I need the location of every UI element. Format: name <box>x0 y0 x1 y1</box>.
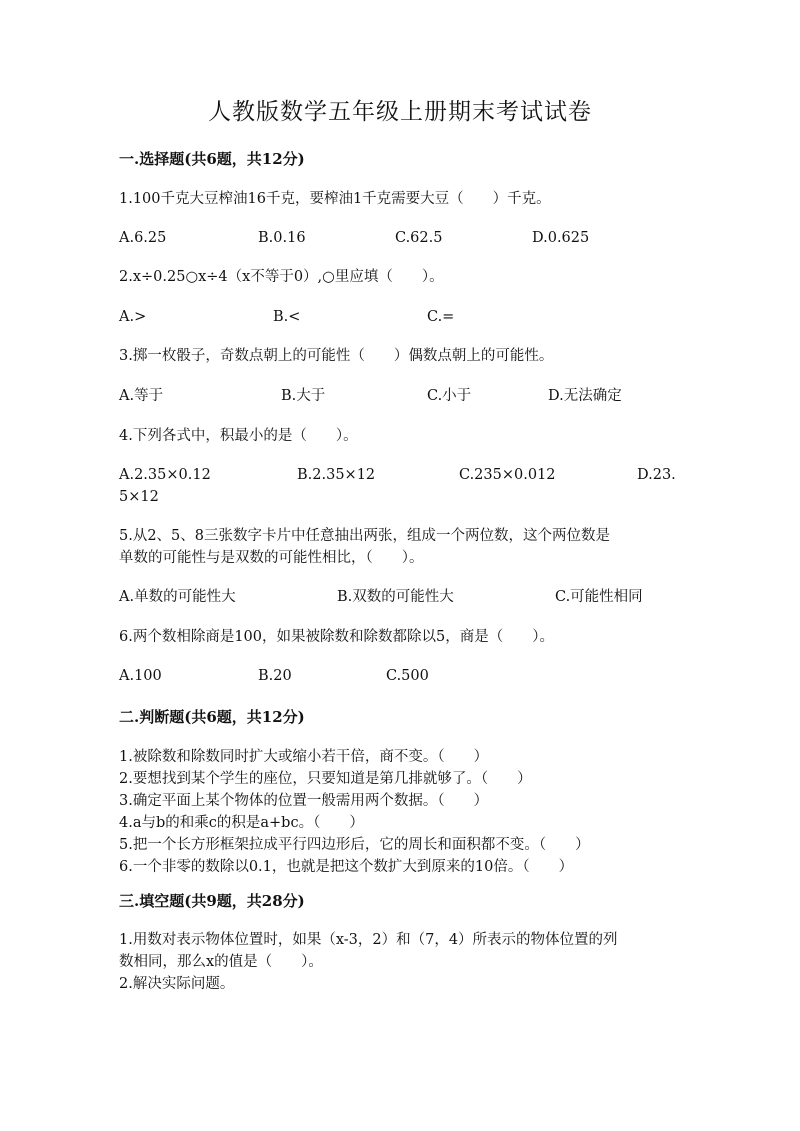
question-1-3: 3.掷一枚骰子，奇数点朝上的可能性（ ）偶数点朝上的可能性。 <box>119 348 554 364</box>
option-1-6-c: C.500 <box>386 668 429 684</box>
option-1-6-b: B.20 <box>258 668 292 684</box>
option-1-2-a: A.> <box>119 309 147 325</box>
option-1-2-b: B.< <box>273 309 301 325</box>
section-heading-true-false: 二.判断题(共6题，共12分) <box>119 708 305 726</box>
option-1-4-d: D.23. <box>637 467 676 483</box>
judge-item-2: 2.要想找到某个学生的座位，只要知道是第几排就够了。（ ） <box>119 771 532 787</box>
question-1-4: 4.下列各式中，积最小的是（ ）。 <box>119 428 358 444</box>
option-1-2-c: C.= <box>427 309 455 325</box>
section-heading-fill-blank: 三.填空题(共9题，共28分) <box>119 892 305 910</box>
option-1-1-b: B.0.16 <box>258 230 306 246</box>
question-1-6: 6.两个数相除商是100，如果被除数和除数都除以5，商是（ ）。 <box>119 629 554 645</box>
option-1-4-a: A.2.35×0.12 <box>119 467 211 483</box>
judge-item-1: 1.被除数和除数同时扩大或缩小若干倍，商不变。（ ） <box>119 749 489 765</box>
judge-item-4: 4.a与b的和乘c的积是a+bc。（ ） <box>119 815 364 831</box>
fill-question-1-line2: 数相同，那么x的值是（ ）。 <box>119 954 323 970</box>
option-1-1-d: D.0.625 <box>532 230 590 246</box>
option-1-5-a: A.单数的可能性大 <box>119 589 236 605</box>
exam-title: 人教版数学五年级上册期末考试试卷 <box>208 99 592 125</box>
judge-item-3: 3.确定平面上某个物体的位置一般需用两个数据。（ ） <box>119 793 489 809</box>
option-1-1-c: C.62.5 <box>395 230 443 246</box>
question-1-2: 2.x÷0.25○x÷4（x不等于0）,○里应填（ ）。 <box>119 269 444 285</box>
option-1-6-a: A.100 <box>119 668 162 684</box>
option-1-3-d: D.无法确定 <box>548 388 622 404</box>
fill-question-1-line1: 1.用数对表示物体位置时，如果（x-3，2）和（7，4）所表示的物体位置的列 <box>119 932 618 948</box>
option-1-4-b: B.2.35×12 <box>297 467 376 483</box>
option-1-5-c: C.可能性相同 <box>555 589 643 605</box>
fill-question-2: 2.解决实际问题。 <box>119 976 235 992</box>
option-1-5-b: B.双数的可能性大 <box>337 589 454 605</box>
question-1-5-line1: 5.从2、5、8三张数字卡片中任意抽出两张，组成一个两位数，这个两位数是 <box>119 528 611 544</box>
option-1-3-c: C.小于 <box>427 388 472 404</box>
question-1-1: 1.100千克大豆榨油16千克，要榨油1千克需要大豆（ ）千克。 <box>119 191 551 207</box>
question-1-5-line2: 单数的可能性与是双数的可能性相比，（ ）。 <box>119 550 424 566</box>
judge-item-6: 6.一个非零的数除以0.1，也就是把这个数扩大到原来的10倍。（ ） <box>119 859 574 875</box>
option-1-3-a: A.等于 <box>119 388 164 404</box>
option-1-4-c: C.235×0.012 <box>459 467 556 483</box>
option-1-1-a: A.6.25 <box>119 230 167 246</box>
judge-item-5: 5.把一个长方形框架拉成平行四边形后，它的周长和面积都不变。（ ） <box>119 837 590 853</box>
section-heading-choice: 一.选择题(共6题，共12分) <box>119 150 305 168</box>
option-1-4-d-continued: 5×12 <box>119 489 159 505</box>
option-1-3-b: B.大于 <box>281 388 326 404</box>
